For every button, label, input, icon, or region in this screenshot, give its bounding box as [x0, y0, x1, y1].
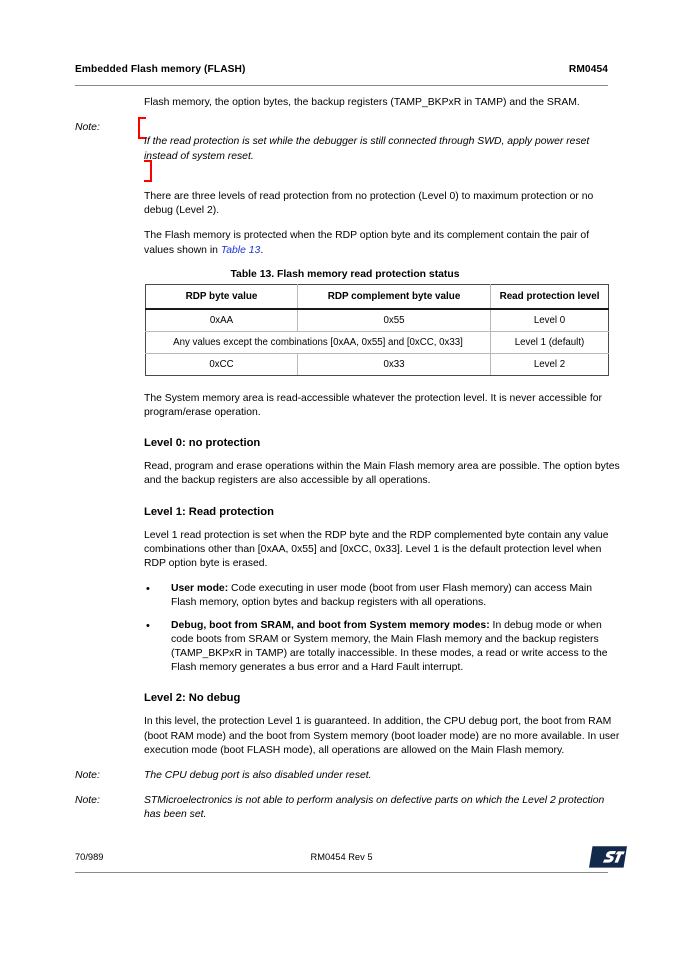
- list-item: [0, 619, 684, 676]
- paragraph-protected-lead: The Flash memory is protected when the RDP option byte and its complement contain the pair of values shown in: [144, 230, 590, 256]
- column-header-protection-level: Read protection level: [491, 284, 609, 309]
- running-footer: [75, 852, 608, 870]
- table-caption: Table 13. Flash memory read protection status: [230, 268, 460, 280]
- note-label: Note:: [75, 122, 100, 134]
- table-wrapper: [0, 284, 684, 376]
- list-item-lead: Debug, boot from SRAM, and boot from System memory modes:: [171, 619, 490, 631]
- heading-level-2: Level 2: No debug: [144, 692, 241, 705]
- list-item-lead: User mode:: [171, 583, 229, 595]
- cell-rdp-complement: 0x33: [298, 353, 491, 375]
- table-row: [146, 331, 609, 353]
- header-chapter-title: Embedded Flash memory (FLASH): [75, 64, 246, 75]
- bullet-icon: •: [146, 583, 150, 596]
- footer-page-number: 70/989: [75, 852, 104, 862]
- paragraph-level-1: Level 1 read protection is set when the RDP byte and the RDP complemented byte contain any value combinations other than [0xAA, 0x55] and [0xCC, 0x33]. Level 1 is the default protection level when RDP option byte is erased.: [144, 529, 609, 570]
- st-logo: [586, 844, 630, 870]
- cell-rdp-byte: 0xAA: [146, 309, 298, 332]
- table-13-link[interactable]: Table 13: [220, 244, 261, 256]
- running-header: [75, 64, 608, 75]
- note-cpu-debug-port: [0, 769, 684, 783]
- cell-rdp-complement: 0x55: [298, 309, 491, 332]
- table-row: [146, 309, 609, 332]
- note-label: Note:: [75, 770, 100, 782]
- paragraph-levels: There are three levels of read protection from no protection (Level 0) to maximum protection or no debug (Level 2).: [144, 191, 594, 217]
- cell-protection-level: Level 1 (default): [491, 331, 609, 353]
- list-item-text: [171, 619, 620, 676]
- list-item-body: Code executing in user mode (boot from user Flash memory) can access Main Flash memory, option bytes and backup registers with all operations.: [171, 583, 592, 609]
- heading-level-1: Level 1: Read protection: [144, 505, 274, 518]
- header-rule: [75, 85, 608, 86]
- paragraph-level-0: Read, program and erase operations within the Main Flash memory area are possible. The option bytes and the backup registers are also accessible by all operations.: [144, 461, 620, 487]
- cell-rdp-any-values: Any values except the combinations [0xAA, 0x55] and [0xCC, 0x33]: [146, 331, 491, 353]
- table-header-row: [146, 284, 609, 309]
- paragraph-level-2: In this level, the protection Level 1 is guaranteed. In addition, the CPU debug port, the boot from RAM (boot RAM mode) and the boot from System memory (boot loader mode) are no more available. In user execution mode (boot FLASH mode), all operations are allowed on the Main Flash memory.: [144, 716, 620, 756]
- cell-protection-level: Level 0: [491, 309, 609, 332]
- cell-protection-level: Level 2: [491, 353, 609, 375]
- intro-paragraph: Flash memory, the option bytes, the backup registers (TAMP_BKPxR in TAMP) and the SRAM.: [144, 97, 580, 108]
- note-text: The CPU debug port is also disabled under reset.: [144, 770, 372, 782]
- footer-doc-revision: RM0454 Rev 5: [310, 852, 373, 862]
- rdp-protection-table: [145, 284, 609, 376]
- note-label: Note:: [75, 795, 100, 807]
- paragraph-protected-tail: .: [260, 244, 264, 256]
- paragraph-protected: [0, 229, 684, 257]
- footer-rule: [75, 872, 608, 873]
- note-highlighted: [0, 121, 684, 178]
- bullet-icon: •: [146, 619, 150, 632]
- note-box-wrapper: [144, 121, 620, 178]
- column-header-rdp-complement: RDP complement byte value: [298, 284, 491, 309]
- heading-level-0: Level 0: no protection: [144, 437, 261, 450]
- page-content: [0, 96, 684, 833]
- list-item-body: In debug mode or when code boots from SRAM or System memory, the Main Flash memory and the backup registers (TAMP_BKPxR in TAMP) are totally inaccessible. In these modes, a read or write access to the Flash memory generates a bus error and a Hard Fault interrupt.: [171, 619, 608, 674]
- column-header-rdp-byte: RDP byte value: [146, 284, 298, 309]
- table-row: [146, 353, 609, 375]
- note-text: STMicroelectronics is not able to perform analysis on defective parts on which the Level 2 protection has been set.: [144, 795, 605, 821]
- note-text: If the read protection is set while the debugger is still connected through SWD, apply power reset instead of system reset.: [144, 136, 590, 162]
- header-document-id: RM0454: [568, 64, 608, 75]
- cell-rdp-byte: 0xCC: [146, 353, 298, 375]
- list-item-text: [171, 582, 620, 610]
- red-highlight-box: [138, 117, 620, 182]
- note-stmicroelectronics: [0, 794, 684, 822]
- paragraph-system-memory: The System memory area is read-accessible whatever the protection level. It is never accessible for program/erase operation.: [144, 392, 602, 419]
- list-item: [0, 582, 684, 610]
